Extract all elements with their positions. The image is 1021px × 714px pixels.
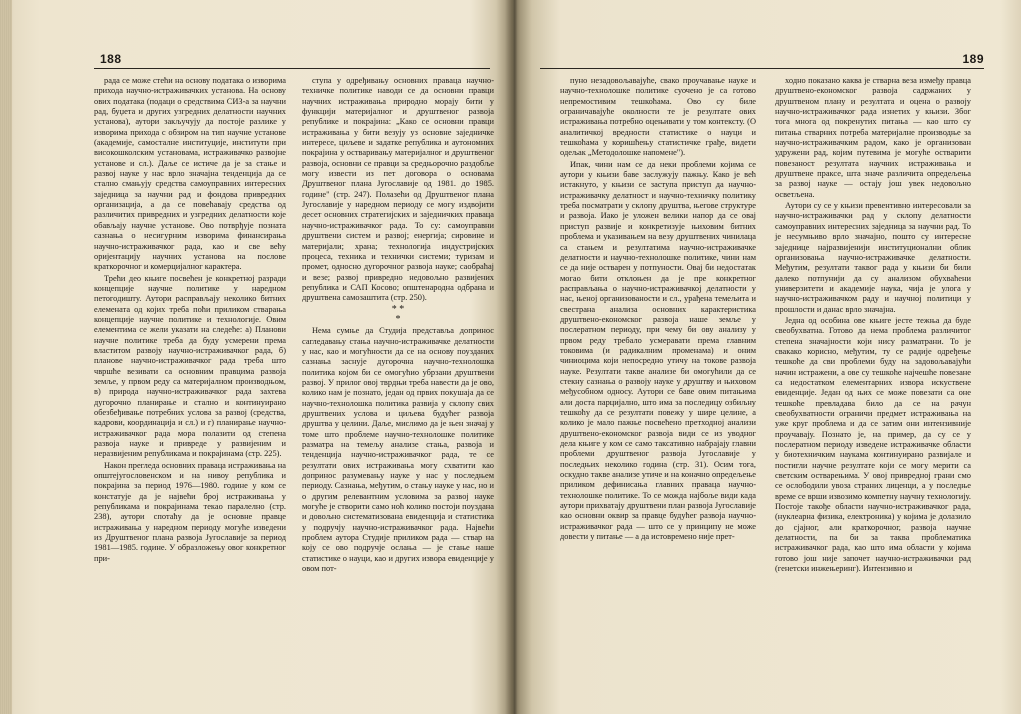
section-separator: * * *: [391, 303, 405, 325]
text-column: [560, 76, 756, 542]
text-column: [302, 76, 494, 575]
paragraph: пуно незадовољавајуће, свако проучавање науке и научно-технолошке политике суочено је са готово непремостивим тешкоћама. Ово су биле ограничавајуће околности те је резултате ових истраживања потребно оцењивати у том контексту. (О аналитичкој вредности статистике о науци и тешкоћама у коришћењу статистичке грађе, видети одељак „Методолошке напомене").: [560, 76, 756, 158]
text-column: [94, 76, 286, 564]
header-rule: [540, 68, 984, 69]
left-page: [24, 0, 498, 714]
paragraph: Једна од особина ове књиге јесте тежња да буде свеобухватна. Готово да нема проблема различитог степена значајности који нису разматрани. То је свакако корисно, међутим, ту се радије одређење тешкоће да сви проблеми буду на задовољавајући начин истражени, а ове су тешкоће најчешће повезане са недостатком елементарних извора искуствене евиденције. Један од њих се може повезати са оне тешкоће превладава било да се на рачун свеобухватности ограничи предмет истраживања на уже круг проблема и да се затим они интензивније проучавају. Познато је, на пример, да су се у послератном периоду изведене истраживачке области у биотехничким наукама континуирано развијале и постигли научне резултате који се могу мерити са светским остварењима. У овој привредној грани смо се ослободили увоза страних лиценци, а у последње време се врши извозимо компетну научну технологију. Постоје такође области научно-истраживачког рада, (нуклеарна физика, електроника) у којима је долазило до сјајног, али краткорочног, развоја научне делатности, па би за таква проблематика истраживачког рада, као што има области у којима готово још није започет научно-истраживачки рад (генетски инжењеринг). Интензивно и: [775, 315, 971, 574]
right-page: [532, 0, 1002, 714]
page-number: 188: [100, 52, 122, 66]
paragraph: Нема сумње да Студија представља допринос сагледавању стања научно-истраживачке делатности у нас, као и могућности да се на основу поузданих сазнања заснује дугорочна научно-технолошка политика којом би се омогућио убрзани друштвени развој. У прилог овој тврдњи треба навести да је ово, колико нам је познато, један од првих покушаја да се научно-технолошка политика развија у склопу свих друштвених услова и циљева будућег развоја друштва у целини. Даље, мислимо да је њен значај у томе што проблеме научно-технолошке политике разматра на темељу анализе стања, развоја и тенденција научно-истраживачког рада, те се резултати ових истраживања могу схватити као допринос разумевању науке у нас у последњем периоду. Сазнања, међутим, о стању науке у нас, но и о другим релевантним условима за развој науке могуће је створити само ноћ колико постоји поуздана и довољно систематизована евиденција и статистика у подручју научно-истраживачког рада. Највећи проблем аутора Студије приликом рада — ствар на коју се ово подручје ослања — је стање наше статистике о науци, као и других извора евиденције у овом пот-: [302, 326, 494, 574]
paragraph: рада се може стећи на основу података о изворима прихода научно-истраживачких установа. На основу ових података (подаци о средствима СИЗ-а за научни рад, буџета и других узгредних делатности научних установа), аутори закључују да постоје разлике у изворима прихода с обзиром на тип научне установе (академије, самосталне институције, институти при високошколским установама, истраживачко развојне установе и сл.). Даље се истиче да је за стање и развој науке у нас врло значајна тенденција да се стално смањују средства самоуправних интересних заједница за научни рад и фондова привредних организација, а да се повећавају средства од различитих привредних и узгредних делатности које обављају научне установе. Ово потврђује познатa сазнања о несигурним изворима финансирања научно-истраживачког рада, као и све већу оријентацију научних установа на послове краткорочног и комерцијалног карактера.: [94, 76, 286, 272]
paragraph: Трећи део књиге посвећен је конкретној разради концепције научне политике у наредном петогодишту. Аутори расправљају неколико битних елемената од којих треба поћи приликом стварања концепције научне политике и технологије. Овим елементима се жели указати на следеће: а) Планови научне политике треба да буду усмерени према властитом развоју научно-истраживачког рада, б) планове научно-истраживачког рада треба што чвршће везивати са основним правцима развоја земље, у првом реду са материјалном производњом, в) природа научно-истраживачког рада захтева дугорочно планирање и стално и континуирано обезбеђивање потребних услова за развој (средства, кадрови, координација и сл.) и г) планирање научно-истраживачког рада мора полазити од степена развоја науке и привреде у развијеним и неразвијеним републикама и покрајинама (стр. 225).: [94, 273, 286, 459]
paragraph: ступа у одређивању основних праваца научно-техничке политике наводи се да основни правци научних истраживања природно морају бити у функцији материјалног и друштвеног развоја републике и покрајина: „Како се основни правци истраживања у бити везују уз основне заједничке интересе, циљеве и задатке република и аутономних покрајина у остваривању материјалног и друштвеног развоја, основни се правци за средњорочно раздобље могу извести из пет договора о основама Друштвеног плана Југославије од 1981. до 1985. године" (стр. 247). Полазећи од Друштвеног плана Југославије у наредном периоду се могу издвојити десет основних стратегијских и заједничких праваца научно-истраживачког рада. То су: самоуправни друштвени систем и развој; енергија; сировине и материјали; храна; технологија индустријских процеса, техника и технички системи; туризам и промет, односно дугорочног развоја науке; саобраћај и везе; развој привредно недовољно развијених република и САП Косово; општенародна одбрана и друштвена самозаштита (стр. 250).: [302, 76, 494, 303]
page-number: 189: [962, 52, 984, 66]
paragraph: Након прегледа основних праваца истраживања на општејугословенском и на нивоу република и покрајина за период 1976—1980. године у ком се констатује да је највећи број истраживања у републикама и покрајинама текао паралелно (стр. 238), аутори спотаћу да је основне правце истраживања у наредном периоду могуће изведени из Друштвеног плана развоја Југославије за период 1981—1985. године. У образложењу овог конкретног при-: [94, 460, 286, 563]
paragraph: Ипак, чини нам се да неки проблеми којима се аутори у књизи баве заслужују пажњу. Како је већ истакнуто, у књизи се заступа приступ да научно-истраживачку делатност и научно-техничку политику треба посматрати у склопу друштва, његове структуре и развоја. Иако је уложен велики напор да се овај приступ развије и конкретизује њиховим битних проблема и указивањем на везу друштвених чинилаца са стањем и резултатима научно-истраживачке делатности и научно-технолошке политике, чини нам се да није остварен у потпуности. Овај би недостатак могао бити отклоњен да је пре конкретног расправљања о научно-истраживачкој делатности у нас, њеној организованости и сл., урађена темељита и свестрана анализа основних карактеристика друштвено-економског развоја наше земље у послератном периоду, при чему би ову анализу у првом реду требало усмеравати према главним токовима (и радикалним променама) и оним чиниоцима који непосредно утичу на токове развоја науке. Резултати такве анализе би омогућили да се стекну сазнања о развоју науке у друштву и њиховом међусобном односу. Аутори се баве овим питањима али доста парцијално, што има за последицу озбиљну тешкоћу да се резултати повежу у шире целине, а колико је мало пажње посвећено претходној анализи друштвено-економског развоја види се из уводног дела књиге у ком се само таксативно набрајају главни проблеми друштвеног развоја Југославије у последњих неколико година (стр. 31). Осим тога, оскудно такве анализе утиче и на коначно опредељење приликом дефинисања главних праваца научно-технолошке политике. То се можда најбоље види када аутори прихватају друштвени план развоја Југославије као основни оквир за правце будућег развоја научно-истраживачког рада — што се у принципу не може довести у питање — а да истовремено није прет-: [560, 159, 756, 542]
book-gutter: [496, 0, 532, 714]
text-column: [775, 76, 971, 575]
paragraph: Аутори су се у књизи превентивно интересовали за научно-истраживачки рад у склопу делатности самоуправних интересних заједница за научни рад. То је несумњиво врло значајно, пошто су интересне заједнице најразвијенији институционални облик организовања научно-истраживачке делатности. Међутим, резултати таквог рада у књизи би били далеко потпунији да су анализом обухваћени универзитети и академије наука, чија је улога у научно-истраживачком раду и научној политици у прошлости и данас врло значајна.: [775, 201, 971, 314]
paragraph: ходно показано каква је стварна веза између правца друштвено-економског развоја садржаних у друштвеном плану и резултата и оцена о развоју научно-истраживачког рада изнетих у књизи. Због тога многа од покренутих питања — као што су питања стварних потреба материјалне производње за научно-истраживачким радом, како је организован удружени рад, којим путевима је могуће остварити повезаност резултата научних истраживања и друштвене праксе, шта значе различита опредељења за развој науке — остају још увек недовољно осветљена.: [775, 76, 971, 199]
page-edge: [0, 0, 12, 714]
header-rule: [94, 68, 490, 69]
